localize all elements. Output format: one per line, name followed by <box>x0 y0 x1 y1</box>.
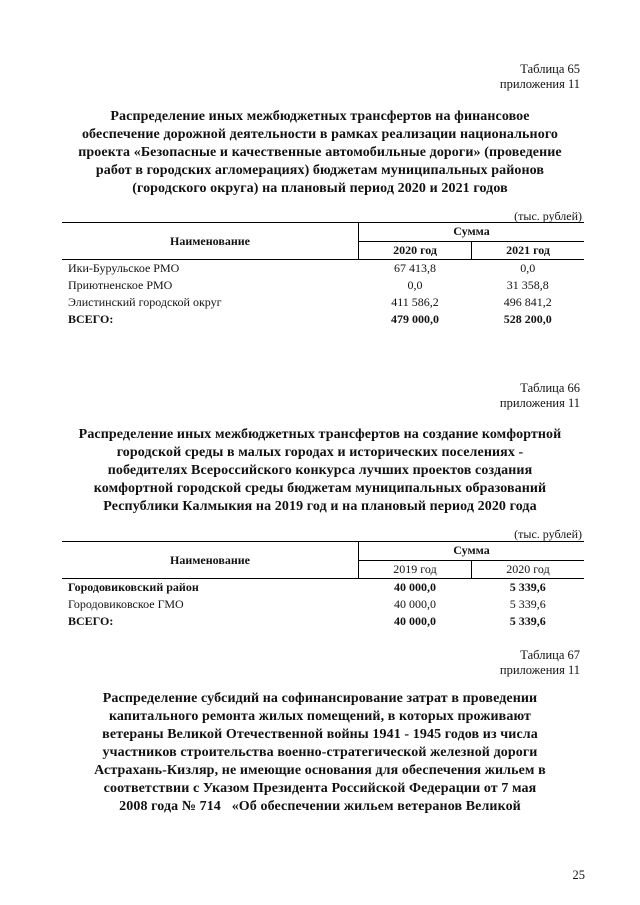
table65-title-line: Распределение иных межбюджетных трансфертов на финансовое <box>110 109 530 124</box>
row-name: Городовиковское ГМО <box>68 597 184 611</box>
table-row <box>62 579 584 597</box>
table65 <box>62 222 584 328</box>
table66-caption <box>500 381 580 411</box>
row-value: 0,0 <box>407 278 423 292</box>
table66-col-name: Наименование <box>62 542 359 579</box>
table66-col-year2: 2020 год <box>506 561 550 576</box>
table65-caption-number: Таблица 65 <box>520 62 580 76</box>
table-row <box>62 260 584 278</box>
page-number: 25 <box>572 868 585 882</box>
row-value: 40 000,0 <box>394 597 436 611</box>
table65-title-line: обеспечение дорожной деятельности в рамках реализации национального <box>81 127 559 142</box>
table66-col-year1: 2019 год <box>359 560 472 579</box>
table65-title-line: проекта «Безопасные и качественные автомобильные дороги» (проведение <box>78 145 562 160</box>
total-label: ВСЕГО: <box>68 312 114 326</box>
row-name: Элистинский городской округ <box>68 295 222 309</box>
table65-col-year2: 2021 год <box>506 242 550 257</box>
row-value: 67 413,8 <box>394 261 436 275</box>
table65-title-line: работ в городских агломерациях) бюджетам муниципальных районов <box>95 163 545 178</box>
total-label: ВСЕГО: <box>68 614 114 628</box>
table65-col-year1: 2020 год <box>359 241 472 260</box>
row-name: Городовиковский район <box>68 580 199 594</box>
table66 <box>62 541 584 630</box>
table67-title-line: ветераны Великой Отечественной войны 1941 - 1945 годов из числа <box>102 727 538 742</box>
row-value: 31 358,8 <box>506 278 549 292</box>
table66-col-sum: Сумма <box>359 542 585 561</box>
total-row <box>62 311 584 328</box>
table65-caption-appendix: приложения 11 <box>499 77 580 91</box>
table67-title-line: Распределение субсидий на софинансирование затрат в проведении <box>102 691 538 706</box>
table65-col-sum: Сумма <box>359 223 585 242</box>
table66-caption-number: Таблица 66 <box>520 381 580 395</box>
row-value: 496 841,2 <box>503 295 552 309</box>
table65-title <box>55 108 585 198</box>
table67-caption <box>500 648 580 678</box>
table65-caption <box>500 62 580 92</box>
row-value: 5 339,6 <box>509 580 546 594</box>
row-value: 40 000,0 <box>394 580 436 594</box>
total-value: 528 200,0 <box>503 312 552 326</box>
row-name: Ики-Бурульское РМО <box>68 261 180 275</box>
table66-title <box>55 426 585 516</box>
table66-title-line: победителях Всероссийского конкурса лучших проектов создания <box>107 463 533 478</box>
table-row <box>62 596 584 613</box>
row-value: 411 586,2 <box>391 295 439 309</box>
row-value: 0,0 <box>520 261 536 275</box>
table66-title-line: городской среды в малых городах и исторических поселениях - <box>116 445 524 460</box>
total-value: 5 339,6 <box>509 614 546 628</box>
table67-title-line: соответствии с Указом Президента Российской Федерации от 7 мая <box>103 781 537 796</box>
table66-caption-appendix: приложения 11 <box>499 396 580 410</box>
table67-title-line: капитального ремонта жилых помещений, в которых проживают <box>108 709 532 724</box>
table66-title-line: Республики Калмыкия на 2019 год и на плановый период 2020 года <box>103 499 537 514</box>
table66-unit: (тыс. рублей) <box>514 527 582 541</box>
table-row <box>62 277 584 294</box>
table66-title-line: Распределение иных межбюджетных трансфертов на создание комфортной <box>78 427 562 442</box>
row-value: 5 339,6 <box>509 597 546 611</box>
table67-title-line: 2008 года № 714 «Об обеспечении жильем ветеранов Великой <box>119 799 521 814</box>
total-value: 40 000,0 <box>394 614 436 628</box>
table65-title-line: (городского округа) на плановый период 2020 и 2021 годов <box>132 181 508 196</box>
table67-title-line: участников строительства военно-стратегической железной дороги <box>102 745 538 760</box>
table65-col-name: Наименование <box>62 223 359 260</box>
table67-caption-appendix: приложения 11 <box>499 663 580 677</box>
table65-unit: (тыс. рублей) <box>514 209 582 223</box>
total-value: 479 000,0 <box>391 312 439 326</box>
row-name: Приютненское РМО <box>68 278 173 292</box>
table-row <box>62 294 584 311</box>
table67-caption-number: Таблица 67 <box>520 648 580 662</box>
table66-title-line: комфортной городской среды бюджетам муниципальных образований <box>93 481 547 496</box>
table67-title-line: Астрахань-Кизляр, не имеющие основания для обеспечения жильем в <box>94 763 546 778</box>
table67-title <box>55 690 585 816</box>
total-row <box>62 613 584 630</box>
